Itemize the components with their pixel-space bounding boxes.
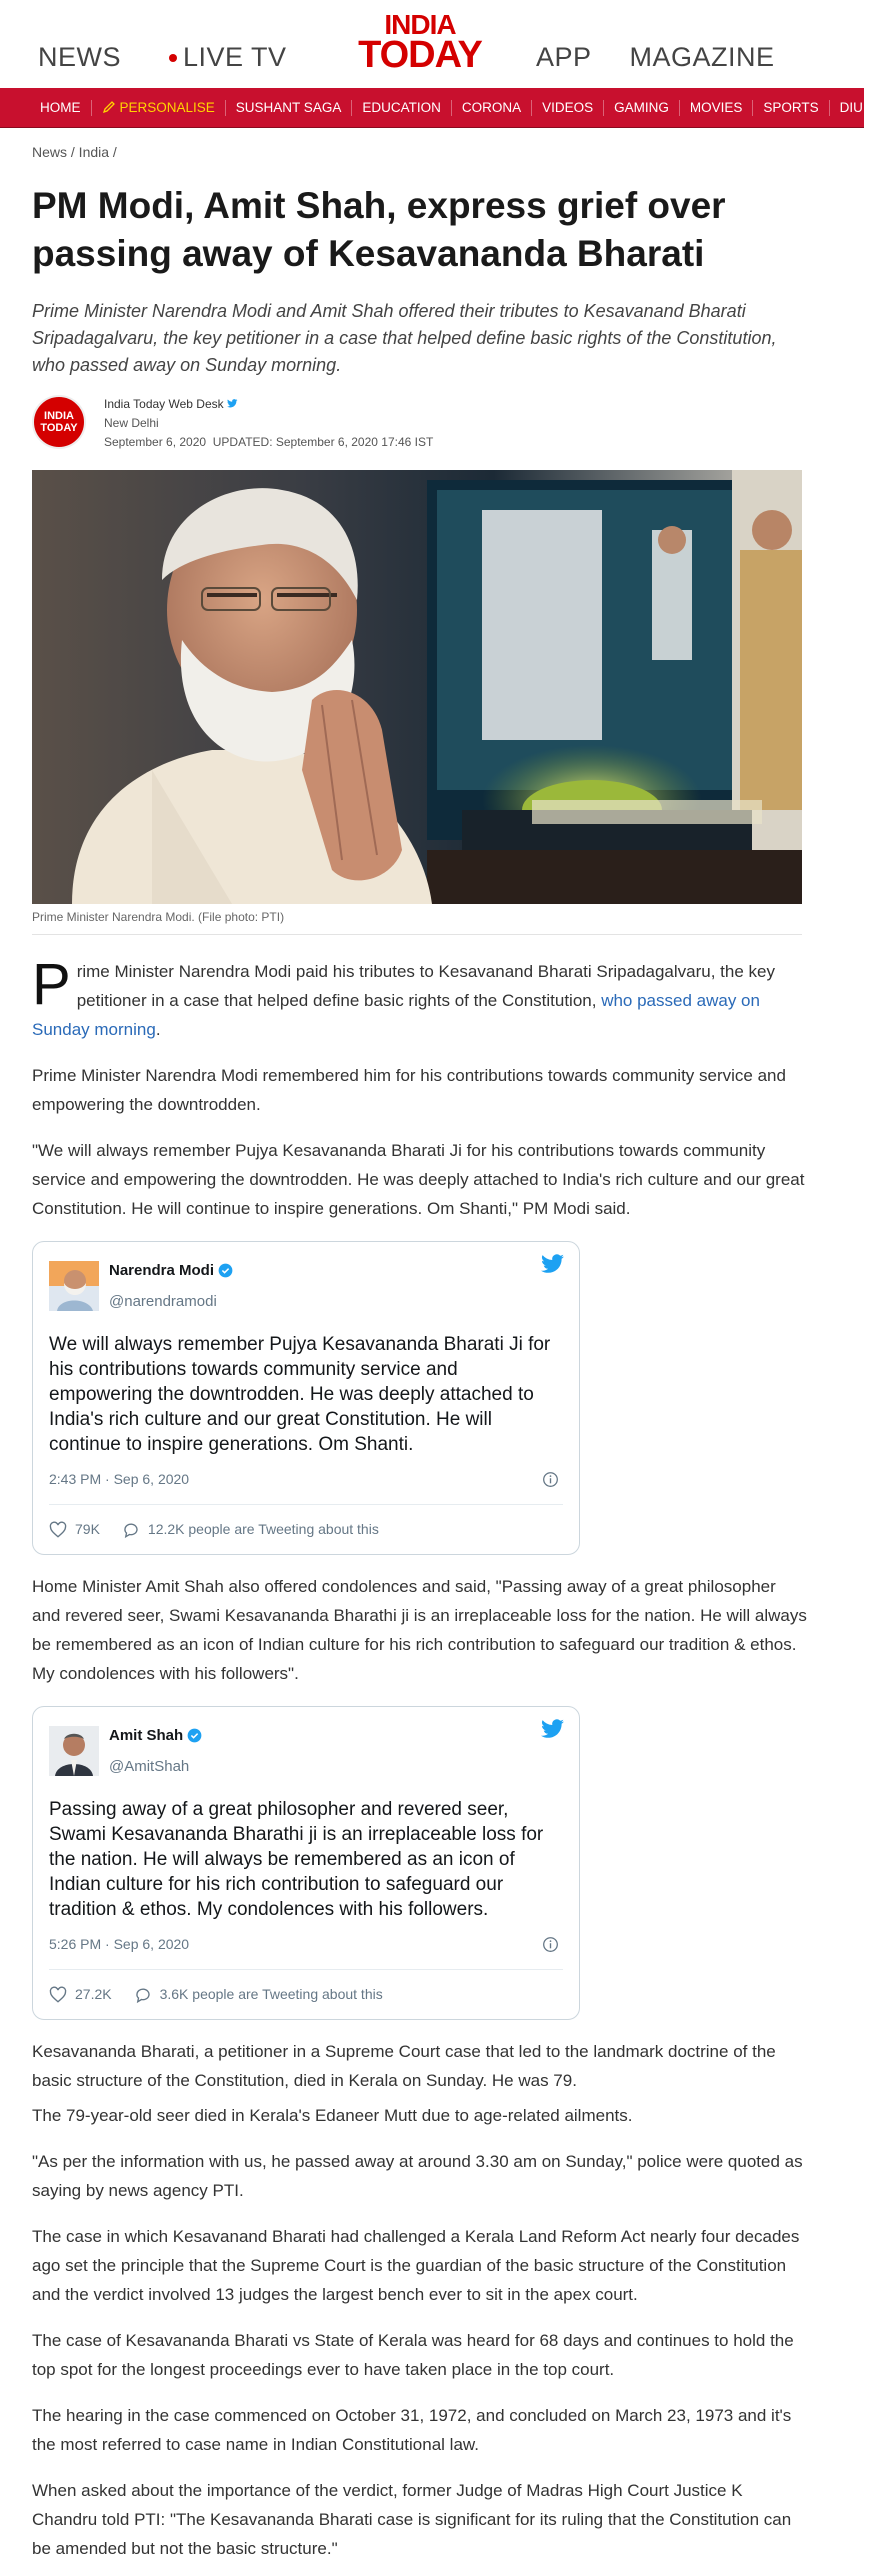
tweet-author-name-text: Narendra Modi xyxy=(109,1262,215,1279)
heart-icon xyxy=(49,1986,67,2004)
publish-date: September 6, 2020 xyxy=(104,435,207,449)
image-caption: Prime Minister Narendra Modi. (File photo: PTI) xyxy=(32,910,802,935)
tweet-discussion-link[interactable] xyxy=(122,1515,379,1544)
avatar[interactable] xyxy=(49,1261,99,1311)
tweet-author-name[interactable] xyxy=(109,1256,233,1285)
tweet-author-name-text: Amit Shah xyxy=(109,1727,184,1744)
header-nav-right xyxy=(536,42,775,73)
hero-photo-illustration xyxy=(32,470,802,904)
menu-item-personalise[interactable] xyxy=(92,100,226,116)
paragraph-1 xyxy=(32,952,807,1044)
tweet-author-handle[interactable]: @AmitShah xyxy=(109,1758,190,1775)
main-menu xyxy=(0,88,864,128)
passed-away-link[interactable]: who passed away on Sunday morning xyxy=(32,991,760,1039)
nav-live-tv-link[interactable] xyxy=(169,42,287,73)
breadcrumb[interactable]: News / India / xyxy=(32,144,117,160)
paragraph-11: When asked about the importance of the verdict, former Judge of Madras High Court Justice K Chandru told PTI: "The Kesavananda Bharati case is significant for its ruling that the Constitution can be amended but not the basic structure." xyxy=(32,2481,792,2558)
paragraph-7: "As per the information with us, he passed away at around 3.30 am on Sunday," police were quoted as saying by news agency PTI. xyxy=(32,2152,803,2200)
paragraph-5: Kesavananda Bharati, a petitioner in a Supreme Court case that led to the landmark doctrine of the basic structure of the Constitution, died in Kerala on Sunday. He was 79. xyxy=(32,2042,776,2090)
paragraph-6: The 79-year-old seer died in Kerala's Edaneer Mutt due to age-related ailments. xyxy=(32,2106,633,2125)
speech-bubble-icon xyxy=(134,1986,152,2004)
verified-badge-icon xyxy=(218,1263,233,1278)
avatar-line2: TODAY xyxy=(40,422,78,434)
header-nav-left xyxy=(38,42,287,73)
avatar[interactable] xyxy=(49,1726,99,1776)
info-icon[interactable] xyxy=(542,1936,559,1953)
article-container xyxy=(0,144,864,2563)
tweet-actions xyxy=(49,1515,563,1544)
author-avatar xyxy=(32,395,86,449)
paragraph-4: Home Minister Amit Shah also offered condolences and said, "Passing away of a great philosopher and revered seer, Swami Kesavananda Bharathi ji is an irreplaceable loss for the nation. He will always be remembered as an icon of Indian culture for his rich contribution to safeguard our tradition & ethos. My condolences with his followers". xyxy=(32,1577,807,1683)
menu-item-education[interactable]: EDUCATION xyxy=(352,100,452,116)
like-count: 79K xyxy=(75,1521,100,1537)
byline xyxy=(32,395,832,452)
tweet-divider xyxy=(49,1504,563,1505)
discussion-count: 12.2K people are Tweeting about this xyxy=(147,1521,379,1537)
paragraph-3: "We will always remember Pujya Kesavananda Bharati Ji for his contributions towards community service and empowering the downtrodden. He was deeply attached to India's rich culture and our great Constitution. He will continue to inspire generations. Om Shanti," PM Modi said. xyxy=(32,1141,805,1218)
logo-line1: INDIA xyxy=(384,9,456,40)
twitter-logo-icon[interactable] xyxy=(541,1254,565,1274)
tweet-time-row xyxy=(49,1465,563,1494)
tweet-text: Passing away of a great philosopher and revered seer, Swami Kesavananda Bharathi ji is an irreplaceable loss for the nation. He will always be remembered as an icon of Indian culture for his rich contribution to safeguard our tradition & ethos. My condolences with his followers. xyxy=(49,1799,544,1920)
menu-item-personalise-label: PERSONALISE xyxy=(119,99,215,115)
menu-item-corona[interactable]: CORONA xyxy=(452,100,532,116)
tweet-author-handle[interactable]: @narendramodi xyxy=(109,1293,217,1310)
article-title: PM Modi, Amit Shah, express grief over passing away of Kesavananda Bharati xyxy=(32,185,726,274)
info-icon[interactable] xyxy=(542,1471,559,1488)
discussion-count: 3.6K people are Tweeting about this xyxy=(159,1986,383,2002)
pencil-icon xyxy=(102,100,116,114)
paragraph-1-end: . xyxy=(155,1020,161,1039)
site-logo[interactable] xyxy=(335,9,505,76)
updated-date: UPDATED: September 6, 2020 17:46 IST xyxy=(212,435,434,449)
menu-item-diu[interactable]: DIU xyxy=(839,99,863,115)
site-header xyxy=(0,0,864,88)
menu-item-home[interactable]: HOME xyxy=(30,100,92,116)
twitter-bird-icon[interactable] xyxy=(227,399,238,408)
menu-item-movies[interactable]: MOVIES xyxy=(680,100,754,116)
tweet-header xyxy=(49,1256,563,1316)
embedded-tweet-shah[interactable] xyxy=(32,1706,580,2020)
tweet-like-button[interactable] xyxy=(49,1980,112,2009)
verified-badge-icon xyxy=(187,1728,202,1743)
heart-icon xyxy=(49,1521,67,1539)
menu-item-gaming[interactable]: GAMING xyxy=(604,100,680,116)
tweet-author-name[interactable] xyxy=(109,1721,202,1750)
author-name[interactable]: India Today Web Desk xyxy=(104,397,224,411)
tweet-text: We will always remember Pujya Kesavananda Bharati Ji for his contributions towards community service and empowering the downtrodden. He was deeply attached to India's rich culture and our great Constitution. He will continue to inspire generations. Om Shanti. xyxy=(49,1334,551,1455)
dropcap-letter: P xyxy=(32,952,71,1017)
tweet-divider xyxy=(49,1969,563,1970)
menu-item-sports[interactable]: SPORTS xyxy=(753,100,829,116)
modi-avatar-icon xyxy=(49,1261,99,1311)
tweet-header xyxy=(49,1721,563,1781)
byline-location: New Delhi xyxy=(104,416,159,430)
hero-image xyxy=(32,470,802,904)
tweet-like-button[interactable] xyxy=(49,1515,100,1544)
menu-item-videos[interactable]: VIDEOS xyxy=(532,100,604,116)
paragraph-1-text: rime Minister Narendra Modi paid his tributes to Kesavanand Bharati Sripadagalvaru, the key petitioner in a case that helped define basic rights of the Constitution, xyxy=(76,962,775,1010)
paragraph-2: Prime Minister Narendra Modi remembered him for his contributions towards community service and empowering the downtrodden. xyxy=(32,1066,786,1114)
tweet-discussion-link[interactable] xyxy=(134,1980,383,2009)
like-count: 27.2K xyxy=(75,1986,112,2002)
embedded-tweet-modi[interactable] xyxy=(32,1241,580,1555)
tweet-timestamp[interactable]: 2:43 PM · Sep 6, 2020 xyxy=(49,1471,190,1487)
nav-news-link[interactable]: NEWS xyxy=(38,42,121,72)
speech-bubble-icon xyxy=(122,1521,140,1539)
paragraph-8: The case in which Kesavanand Bharati had challenged a Kerala Land Reform Act nearly four decades ago set the principle that the Supreme Court is the guardian of the basic structure of the Constitution and the verdict involved 13 judges the largest bench ever to sit in the apex court. xyxy=(32,2227,800,2304)
avatar-line1: INDIA xyxy=(44,410,74,422)
article-summary: Prime Minister Narendra Modi and Amit Shah offered their tributes to Kesavanand Bharati Sripadagalvaru, the key petitioner in a case that helped define basic rights of the Constitution, who passed away on Sunday morning. xyxy=(32,301,777,375)
paragraph-10: The hearing in the case commenced on October 31, 1972, and concluded on March 23, 1973 and it's the most referred to case name in Indian Constitutional law. xyxy=(32,2406,792,2454)
shah-avatar-icon xyxy=(49,1726,99,1776)
logo-line2: TODAY xyxy=(358,34,482,76)
article-body xyxy=(32,952,807,2563)
paragraph-9: The case of Kesavananda Bharati vs State of Kerala was heard for 68 days and continues to hold the top spot for the longest proceedings ever to have taken place in the top court. xyxy=(32,2331,794,2379)
nav-live-tv-label: LIVE TV xyxy=(183,42,287,72)
byline-info xyxy=(104,395,433,452)
tweet-timestamp[interactable]: 5:26 PM · Sep 6, 2020 xyxy=(49,1936,190,1952)
nav-app-link[interactable]: APP xyxy=(536,42,592,72)
tweet-time-row xyxy=(49,1930,563,1959)
live-dot-icon xyxy=(169,54,177,62)
nav-magazine-link[interactable]: MAGAZINE xyxy=(629,42,775,72)
menu-item-sushant-saga[interactable]: SUSHANT SAGA xyxy=(226,100,353,116)
tweet-actions xyxy=(49,1980,563,2009)
twitter-logo-icon[interactable] xyxy=(541,1719,565,1739)
